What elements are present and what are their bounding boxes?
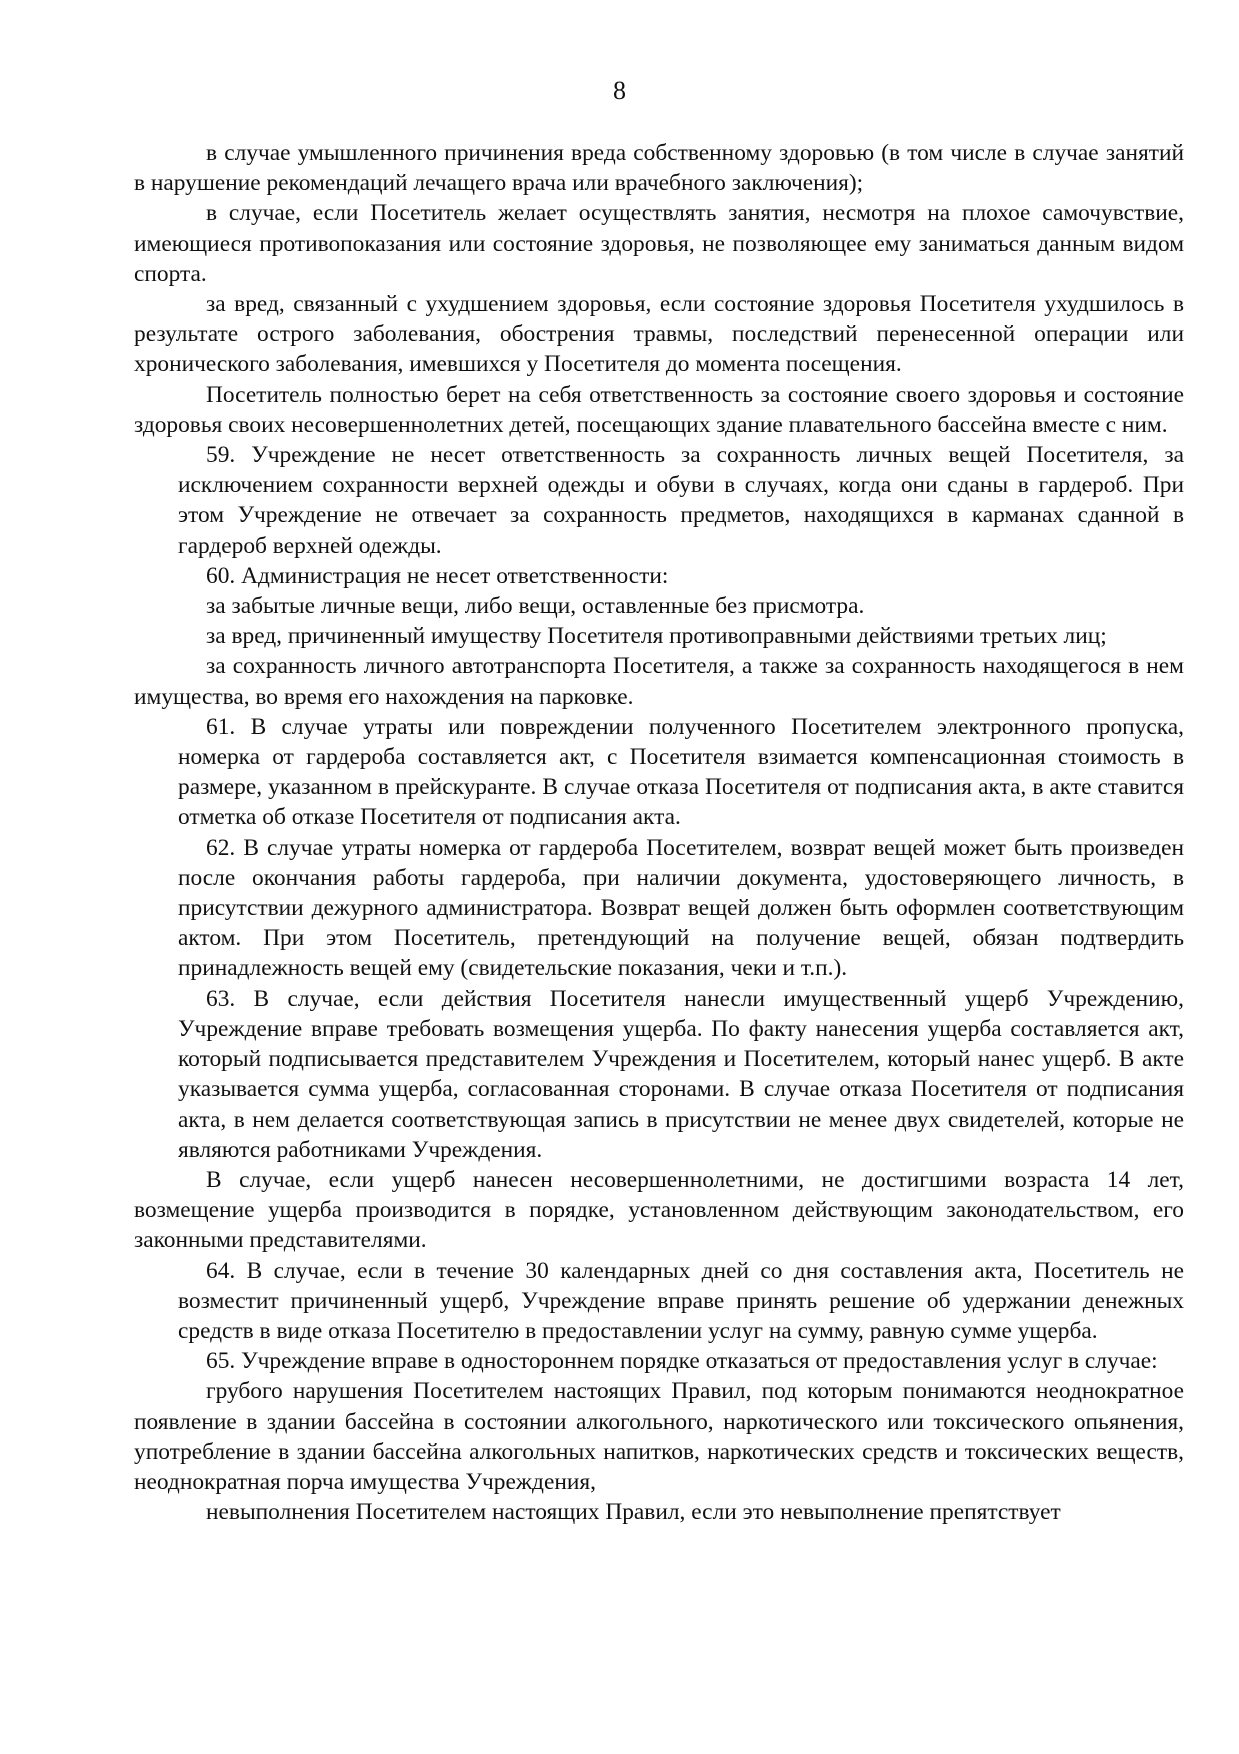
clause-63: 63. В случае, если действия Посетителя нанесли имущественный ущерб Учреждению, Учреждение вправе требовать возмещения ущерба. По факту нанесения ущерба составляется акт, который подписывается представителем Учреждения и Посетителем, который нанес ущерб. В акте указывается сумма ущерба, согласованная сторонами. В случае отказа Посетителя от подписания акта, в нем делается соответствующая запись в присутствии не менее двух свидетелей, которые не являются работниками Учреждения. bbox=[178, 985, 1184, 1163]
paragraph: грубого нарушения Посетителем настоящих Правил, под которым понимаются неоднократное появление в здании бассейна в состоянии алкогольного, наркотического или токсического опьянения, употребление в здании бассейна алкогольных напитков, наркотических средств и токсических веществ, неоднократная порча имущества Учреждения, bbox=[134, 1378, 1184, 1495]
clause-61: 61. В случае утраты или повреждении полученного Посетителем электронного пропуска, номерка от гардероба составляется акт, с Посетителя взимается компенсационная стоимость в размере, указанном в прейскуранте. В случае отказа Посетителя от подписания акта, в акте ставится отметка об отказе Посетителя от подписания акта. bbox=[178, 713, 1184, 831]
paragraph: в случае, если Посетитель желает осуществлять занятия, несмотря на плохое самочувствие, имеющиеся противопоказания или состояние здоровья, не позволяющее ему заниматься данным видом спорта. bbox=[134, 200, 1184, 287]
paragraph: за вред, связанный с ухудшением здоровья, если состояние здоровья Посетителя ухудшилось в результате острого заболевания, обострения травмы, последствий перенесенной операции или хронического заболевания, имевшихся у Посетителя до момента посещения. bbox=[134, 291, 1184, 378]
clause-59: 59. Учреждение не несет ответственность за сохранность личных вещей Посетителя, за исключением сохранности верхней одежды и обуви в случаях, когда они сданы в гардероб. При этом Учреждение не отвечает за сохранность предметов, находящихся в карманах сданной в гардероб верхней одежды. bbox=[178, 442, 1184, 559]
paragraph: за сохранность личного автотранспорта Посетителя, а также за сохранность находящегося в нем имущества, во время его нахождения на парковке. bbox=[134, 653, 1184, 710]
paragraph: Посетитель полностью берет на себя ответственность за состояние своего здоровья и состояние здоровья своих несовершеннолетних детей, посещающих здание плавательного бассейна вместе с ним. bbox=[134, 381, 1184, 438]
clause-60: 60. Администрация не несет ответственности: bbox=[206, 562, 669, 589]
clause-62: 62. В случае утраты номерка от гардероба Посетителем, возврат вещей может быть произведен после окончания работы гардероба, при наличии документа, удостоверяющего личность, в присутствии дежурного администратора. Возврат вещей должен быть оформлен соответствующим актом. При этом Посетитель, претендующий на получение вещей, обязан подтвердить принадлежность вещей ему (свидетельские показания, чеки и т.п.). bbox=[178, 834, 1184, 982]
paragraph: невыполнения Посетителем настоящих Правил, если это невыполнение препятствует bbox=[206, 1499, 1061, 1526]
paragraph: в случае умышленного причинения вреда собственному здоровью (в том числе в случае занятий в нарушение рекомендаций лечащего врача или врачебного заключения); bbox=[134, 140, 1184, 197]
paragraph: В случае, если ущерб нанесен несовершеннолетними, не достигшими возраста 14 лет, возмещение ущерба производится в порядке, установленном действующим законодательством, его законными представителями. bbox=[134, 1166, 1184, 1254]
page-number: 8 bbox=[613, 76, 626, 105]
clause-65: 65. Учреждение вправе в одностороннем порядке отказаться от предоставления услуг в случае: bbox=[206, 1348, 1158, 1375]
paragraph: за забытые личные вещи, либо вещи, оставленные без присмотра. bbox=[206, 593, 865, 620]
clause-64: 64. В случае, если в течение 30 календарных дней со дня составления акта, Посетитель не возместит причиненный ущерб, Учреждение вправе принять решение об удержании денежных средств в виде отказа Посетителю в предоставлении услуг на сумму, равную сумме ущерба. bbox=[178, 1257, 1184, 1344]
paragraph: за вред, причиненный имуществу Посетителя противоправными действиями третьих лиц; bbox=[206, 623, 1107, 650]
document-body bbox=[134, 138, 1184, 1527]
